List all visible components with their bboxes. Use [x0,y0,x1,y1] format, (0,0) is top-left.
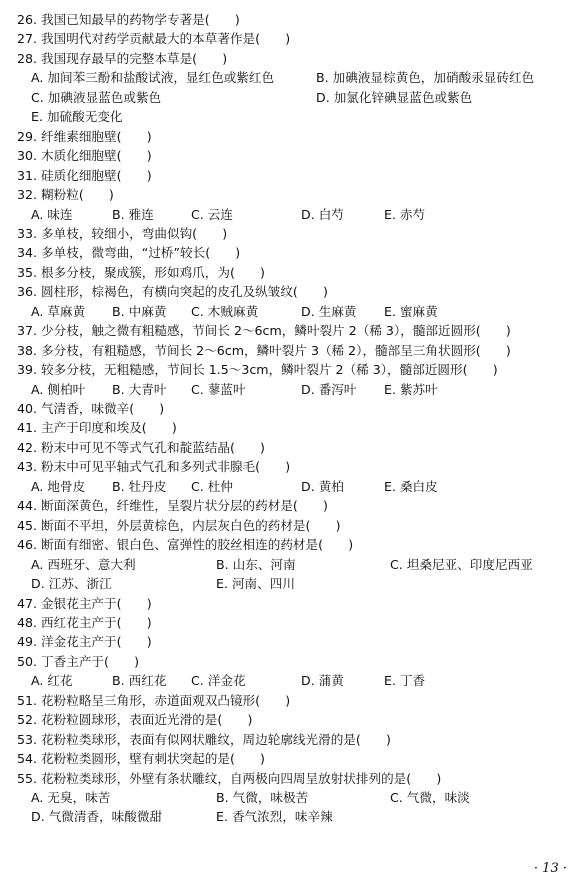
question-line: 34. 多单枝，微弯曲，“过桥”较长( ) [17,245,241,260]
answer-option: B. 气微，味极苦 [216,790,309,805]
answer-option: C. 杜仲 [191,479,233,494]
question-line: 27. 我国明代对药学贡献最大的本草著作是( ) [17,31,291,46]
answer-option: B. 山东、河南 [216,557,296,572]
answer-option: E. 香气浓烈，味辛辣 [216,809,333,824]
answer-option: A. 地骨皮 [31,479,86,494]
answer-option: B. 西红花 [112,673,167,688]
question-line: 26. 我国已知最早的药物学专著是( ) [17,12,240,27]
question-line: 28. 我国现存最早的完整本草是( ) [17,51,228,66]
answer-option: A. 红花 [31,673,73,688]
question-line: 30. 木质化细胞壁( ) [17,148,152,163]
question-line: 35. 根多分枝，聚成簇，形如鸡爪，为( ) [17,265,265,280]
question-line: 37. 少分枝，触之微有粗糙感，节间长 2～6cm，鳞叶裂片 2（稀 3），髓部近圆形( ) [17,323,511,338]
answer-option: D. 番泻叶 [301,382,357,397]
answer-option: C. 洋金花 [191,673,246,688]
answer-option: B. 中麻黄 [112,304,167,319]
answer-option: A. 无臭，味苦 [31,790,111,805]
answer-option: D. 蒲黄 [301,673,344,688]
question-line: 54. 花粉粒类圆形，壁有刺状突起的是( ) [17,751,265,766]
answer-option: D. 气微清香，味酸微甜 [31,809,163,824]
answer-option: A. 味连 [31,207,73,222]
answer-option: E. 桑白皮 [384,479,438,494]
question-line: 49. 洋金花主产于( ) [17,634,152,649]
answer-option: D. 生麻黄 [301,304,357,319]
question-line: 32. 糊粉粒( ) [17,187,114,202]
question-line: 55. 花粉粒类球形，外壁有条状雕纹，自两极向四周呈放射状排列的是( ) [17,771,442,786]
question-line: 39. 较多分枝，无粗糙感，节间长 1.5～3cm，鳞叶裂片 2（稀 3），髓部近圆形( ) [17,362,498,377]
answer-option: E. 紫苏叶 [384,382,438,397]
question-line: 29. 纤维素细胞壁( ) [17,129,152,144]
answer-option: A. 草麻黄 [31,304,86,319]
answer-option: B. 雅连 [112,207,154,222]
answer-option: D. 白芍 [301,207,344,222]
question-line: 53. 花粉粒类球形，表面有似网状雕纹，周边轮廓线光滑的是( ) [17,732,391,747]
answer-option: E. 丁香 [384,673,426,688]
answer-option: D. 黄柏 [301,479,344,494]
answer-option: E. 赤芍 [384,207,426,222]
answer-option: D. 加氯化锌碘显蓝色或紫色 [316,90,473,105]
question-line: 43. 粉末中可见平轴式气孔和多列式非腺毛( ) [17,459,291,474]
question-line: 42. 粉末中可见不等式气孔和靛蓝结晶( ) [17,440,265,455]
answer-option: D. 江苏、浙江 [31,576,112,591]
answer-option: C. 气微，味淡 [390,790,470,805]
question-line: 38. 多分枝，有粗糙感，节间长 2～6cm，鳞叶裂片 3（稀 2），髓部呈三角状圆形( ) [17,343,511,358]
question-line: 51. 花粉粒略呈三角形，赤道面观双凸镜形( ) [17,693,291,708]
question-line: 45. 断面不平坦，外层黄棕色，内层灰白色的药材是( ) [17,518,341,533]
question-line: 36. 圆柱形，棕褐色，有横向突起的皮孔及纵皱纹( ) [17,284,328,299]
question-line: 33. 多单枝，较细小，弯曲似钩( ) [17,226,228,241]
question-line: 48. 西红花主产于( ) [17,615,152,630]
page-number: · 13 · [533,861,567,876]
answer-option: E. 蜜麻黄 [384,304,438,319]
question-line: 47. 金银花主产于( ) [17,596,152,611]
question-line: 41. 主产于印度和埃及( ) [17,420,177,435]
answer-option: E. 加硫酸无变化 [31,109,123,124]
question-line: 44. 断面深黄色，纤维性，呈裂片状分层的药材是( ) [17,498,328,513]
question-line: 52. 花粉粒圆球形，表面近光滑的是( ) [17,712,253,727]
answer-option: A. 侧柏叶 [31,382,86,397]
answer-option: C. 木贼麻黄 [191,304,259,319]
answer-option: B. 大青叶 [112,382,167,397]
answer-option: B. 牡丹皮 [112,479,167,494]
answer-option: A. 西班牙、意大利 [31,557,136,572]
answer-option: C. 云连 [191,207,233,222]
answer-option: C. 蓼蓝叶 [191,382,246,397]
question-line: 40. 气清香，味微辛( ) [17,401,165,416]
question-line: 50. 丁香主产于( ) [17,654,140,669]
question-line: 46. 断面有细密、银白色、富弹性的胶丝相连的药材是( ) [17,537,354,552]
answer-option: C. 坦桑尼亚、印度尼西亚 [390,557,533,572]
answer-option: B. 加碘液显棕黄色，加硝酸汞显砖红色 [316,70,535,85]
answer-option: E. 河南、四川 [216,576,295,591]
answer-option: C. 加碘液显蓝色或紫色 [31,90,162,105]
answer-option: A. 加间苯三酚和盐酸试液，显红色或紫红色 [31,70,275,85]
question-line: 31. 硅质化细胞壁( ) [17,168,152,183]
